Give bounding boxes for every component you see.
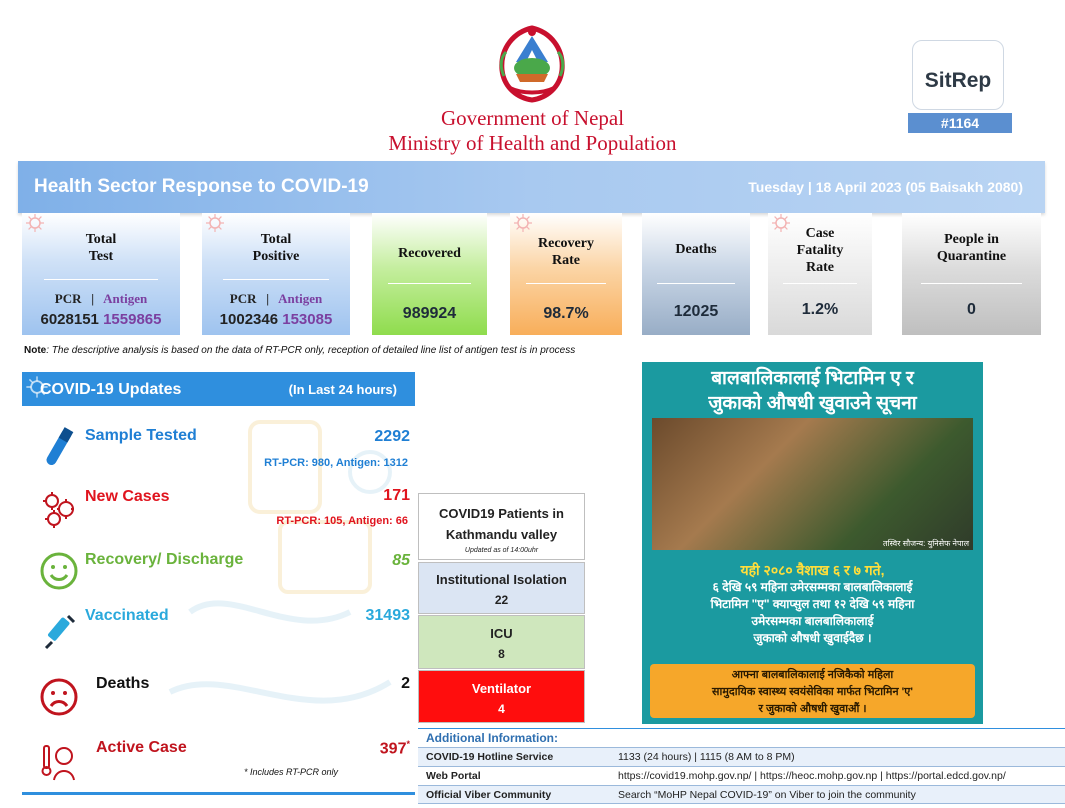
card-values [22,311,180,328]
active-footnote: * Includes RT-PCR only [244,767,339,777]
antigen-value: 153085 [282,311,333,328]
info-value: Search “MoHP Nepal COVID-19” on Viber to join the community [618,789,916,801]
poster-heading-line: बालबालिकालाई भिटामिन ए र [711,368,914,389]
active-case-value [380,739,410,758]
card-label-line: Positive [252,249,300,264]
banner-date: Tuesday | 18 April 2023 (05 Baisakh 2080) [748,179,1023,195]
new-cases-breakdown: RT-PCR: 105, Antigen: 66 [276,515,408,527]
poster-body [656,562,969,647]
smiley-icon [38,548,80,594]
poster-credit: तस्विर सौजन्य: युनिसेफ नेपाल [883,539,969,548]
sitrep-badge [912,40,1004,110]
updates-title: COVID-19 Updates [40,381,182,398]
poster-callout [650,664,975,718]
card-label [202,231,350,265]
kathmandu-icu [418,615,585,669]
active-case-marker: * [406,739,410,749]
recovery-label: Recovery/ Discharge [85,551,244,568]
sitrep-number: #1164 [908,113,1012,133]
kathmandu-isolation [418,562,585,614]
note-prefix: Note [24,345,47,356]
card-label-line: Fatality [796,243,844,258]
virus-icon [24,212,46,234]
card-sublabels [22,291,180,307]
sample-tested-value: 2292 [374,428,410,445]
active-case-number: 397 [379,740,407,758]
vaccinated-label: Vaccinated [85,607,169,624]
info-key: Official Viber Community [426,789,552,801]
poster-body-line: उमेरसम्मका बालबालिकालाई [751,614,874,628]
nepal-emblem-icon [486,22,578,104]
poster-body-line: भिटामिन "ए" क्याप्सुल तथा १२ देखि ५९ महिना [710,597,915,611]
kathmandu-updated: Updated as of 14:00uhr [464,547,539,554]
card-label-line: Case [805,226,835,241]
card-recovered [372,213,487,335]
antigen-label: Antigen [278,291,323,306]
gov-title [360,106,705,156]
card-label-line: Quarantine [936,249,1007,264]
deaths-value: 2 [401,675,410,692]
card-sublabels [202,291,350,307]
poster-heading-line: जुकाको औषधी खुवाउने सूचना [708,393,917,414]
icu-value: 8 [498,647,505,661]
card-label [22,231,180,265]
virus-icon [512,212,534,234]
additional-title: Additional Information: [426,731,558,745]
card-value: 1.2% [801,301,839,318]
separator: | [91,291,95,306]
sad-face-icon [38,674,80,720]
card-divider [657,283,735,284]
pcr-value: 1002346 [219,311,279,328]
card-label [902,231,1041,265]
new-cases-value: 171 [383,487,410,504]
card-divider [223,279,330,280]
vaccinated-value: 31493 [365,607,410,624]
vitamin-a-poster [642,362,983,724]
updates-period: (In Last 24 hours) [288,382,397,397]
gov-line2: Ministry of Health and Population [388,131,677,155]
syringe-icon [38,610,80,656]
poster-callout-line: आफ्ना बालबालिकालाई नजिकैको महिला [731,669,894,681]
ventilator-value: 4 [498,702,505,716]
card-label-line: Recovery [538,236,594,251]
info-row-web-portal [418,766,1065,785]
note-text: : The descriptive analysis is based on the data of RT-PCR only, reception of detailed line list of antigen test is in process [46,345,576,356]
poster-callout-line: सामुदायिक स्वास्थ्य स्वयंसेविका मार्फत भिटामिन 'ए' [712,686,913,698]
test-tube-icon [38,425,80,471]
virus-cluster-icon [38,487,80,533]
card-label: Recovered [398,246,461,261]
poster-callout-line: र जुकाको औषधी खुवाऔं । [758,703,867,715]
banner-title: Health Sector Response to COVID-19 [34,176,369,197]
gov-line1: Government of Nepal [440,106,625,130]
icu-label: ICU [490,626,513,641]
card-value: 989924 [402,305,457,322]
sample-tested-label: Sample Tested [85,427,197,444]
card-divider [44,279,158,280]
left-divider [22,792,415,795]
pcr-value: 6028151 [40,311,99,328]
sick-person-icon [38,740,80,786]
antigen-label: Antigen [103,291,148,306]
new-cases-label: New Cases [85,488,170,505]
kathmandu-ventilator [418,670,585,723]
card-label-line: People in [944,232,999,247]
card-divider [921,283,1021,284]
card-divider [526,283,607,284]
kathmandu-title: COVID19 Patients in Kathmandu valley [439,506,564,542]
ventilator-label: Ventilator [471,681,532,696]
poster-heading [652,366,973,418]
card-people-in-quarantine [902,213,1041,335]
card-value: 0 [967,301,976,318]
poster-body-highlight: यही २०८० वैशाख ६ र ७ गते, [740,562,885,578]
card-divider [388,283,471,284]
pcr-label: PCR [54,291,82,306]
card-label-line: Rate [552,253,580,268]
isolation-value: 22 [494,593,509,607]
sample-tested-breakdown: RT-PCR: 980, Antigen: 1312 [264,457,408,469]
sitrep-label: SitRep [924,69,992,92]
additional-top-rule [418,728,1065,729]
recovery-value: 85 [392,552,410,569]
kathmandu-header [418,493,585,560]
card-deaths [642,213,750,335]
card-value: 98.7% [543,305,589,322]
isolation-label: Institutional Isolation [436,572,567,587]
virus-icon [204,212,226,234]
card-values [202,311,350,328]
card-label-line: Test [88,249,114,264]
analysis-note [24,345,575,356]
title-banner [18,161,1045,213]
deaths-label: Deaths [96,675,150,692]
poster-photo [652,418,973,550]
info-key: Web Portal [426,770,481,782]
card-value: 12025 [673,303,719,320]
card-label-line: Total [260,232,292,247]
antigen-value: 1559865 [103,311,162,328]
card-label-line: Total [85,232,117,247]
separator: | [266,291,270,306]
poster-body-line: ६ देखि ५९ महिना उमेरसम्मका बालबालिकालाई [712,580,913,594]
card-label: Deaths [675,242,717,257]
updates-header [22,372,415,406]
info-row-hotline [418,747,1065,766]
card-label [510,235,622,269]
info-key: COVID-19 Hotline Service [426,751,554,763]
info-row-viber [418,785,1065,804]
virus-icon [770,212,792,234]
active-case-label: Active Case [96,739,187,756]
card-label-line: Rate [806,260,834,275]
poster-body-line: जुकाको औषधी खुवाईदैछ । [753,631,872,645]
pcr-label: PCR [229,291,257,306]
info-value-links[interactable]: https://covid19.mohp.gov.np/ | https://heoc.mohp.gov.np | https://portal.edcd.gov.np/ [618,770,1006,782]
card-divider [783,283,858,284]
info-value: 1133 (24 hours) | 1115 (8 AM to 8 PM) [618,751,795,763]
